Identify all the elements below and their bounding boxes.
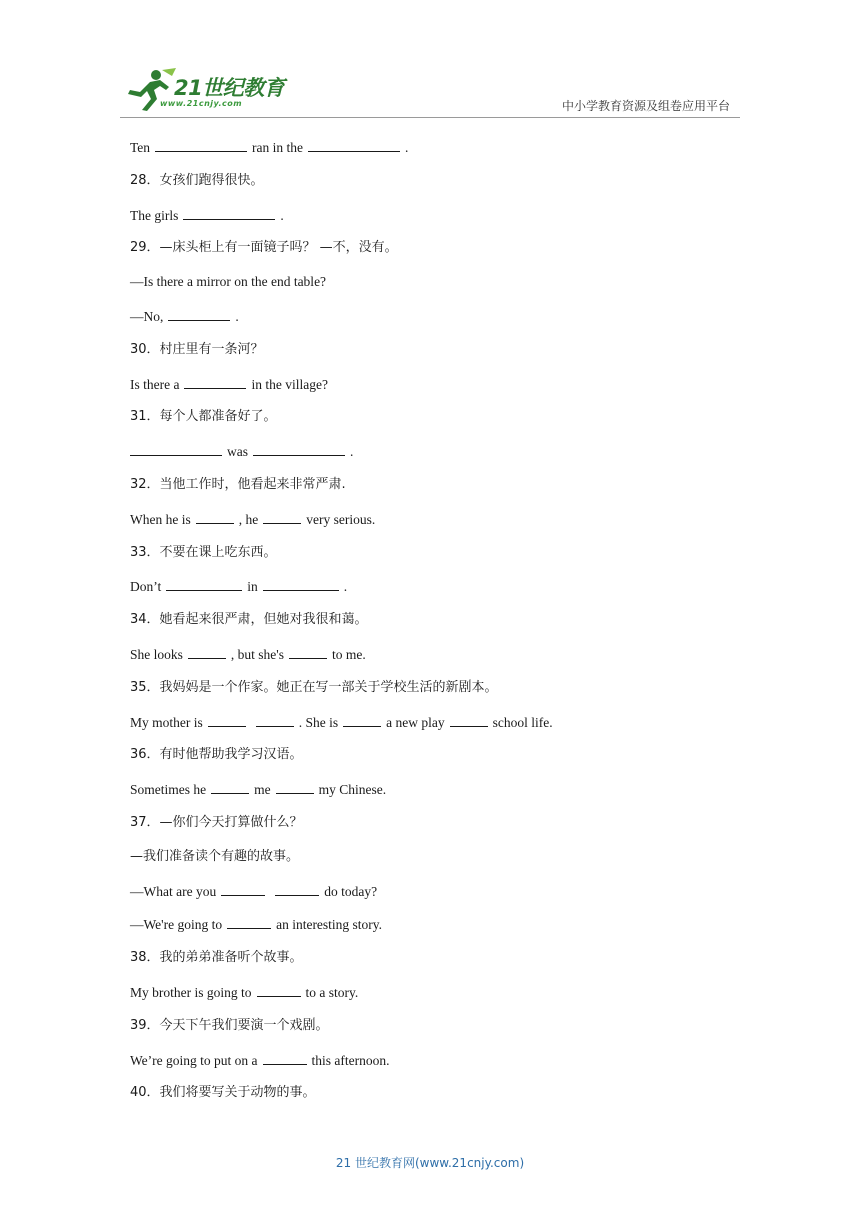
question-38: 38．我的弟弟准备听个故事。 [130, 950, 303, 966]
answer-line-28: The girls . [130, 204, 740, 238]
header-divider [120, 117, 740, 118]
question-37-reply: —我们准备读个有趣的故事。 [130, 848, 300, 864]
question-32: 32．当他工作时，他看起来非常严肃. [130, 476, 346, 492]
answer-line-38: My brother is going to to a story. [130, 981, 740, 1015]
answer-blank[interactable] [253, 440, 345, 456]
answer-blank[interactable] [289, 643, 327, 659]
answer-blank[interactable] [450, 711, 488, 727]
answer-blank[interactable] [263, 508, 301, 524]
answer-blank[interactable] [275, 880, 319, 896]
question-37: 37．—你们今天打算做什么？ [130, 814, 303, 830]
platform-tagline: 中小学教育资源及组卷应用平台 [561, 99, 730, 113]
logo-text: 21世纪教育 [174, 76, 285, 100]
answer-line-37b: —We're going to an interesting story. [130, 913, 740, 947]
answer-blank[interactable] [184, 373, 246, 389]
question-28: 28．女孩们跑得很快。 [130, 172, 264, 188]
answer-blank[interactable] [263, 575, 339, 591]
answer-line-34: She looks , but she's to me. [130, 643, 740, 677]
answer-line-37a: —What are you do today? [130, 880, 740, 914]
answer-blank[interactable] [166, 575, 242, 591]
answer-line-32: When he is , he very serious. [130, 508, 740, 542]
answer-line-33: Don’t in . [130, 575, 740, 609]
question-31: 31．每个人都准备好了。 [130, 409, 277, 425]
answer-blank[interactable] [196, 508, 234, 524]
answer-line-31: was . [130, 440, 740, 474]
question-34: 34．她看起来很严肃，但她对我很和蔼。 [130, 612, 368, 628]
answer-blank[interactable] [221, 880, 265, 896]
answer-blank[interactable] [183, 204, 275, 220]
question-35: 35．我妈妈是一个作家。她正在写一部关于学校生活的新剧本。 [130, 679, 498, 695]
question-40: 40．我们将要写关于动物的事。 [130, 1085, 316, 1101]
answer-blank[interactable] [227, 913, 271, 929]
answer-blank[interactable] [155, 136, 247, 152]
logo-url: www.21cnjy.com [160, 99, 243, 108]
answer-blank[interactable] [256, 711, 294, 727]
exercise-content [130, 136, 740, 1116]
answer-blank[interactable] [257, 981, 301, 997]
question-39: 39．今天下午我们要演一个戏剧。 [130, 1017, 329, 1033]
answer-line-30: Is there a in the village? [130, 373, 740, 407]
question-33: 33．不要在课上吃东西。 [130, 544, 277, 560]
question-36: 36．有时他帮助我学习汉语。 [130, 747, 303, 763]
question-29: 29．—床头柜上有一面镜子吗？ —不，没有。 [130, 240, 398, 256]
logo [120, 66, 295, 114]
answer-blank[interactable] [308, 136, 400, 152]
answer-blank[interactable] [168, 305, 230, 321]
answer-blank[interactable] [211, 778, 249, 794]
answer-blank[interactable] [276, 778, 314, 794]
answer-blank[interactable] [263, 1049, 307, 1065]
sentence-line: Ten ran in the . [130, 136, 740, 170]
answer-line-36: Sometimes he me my Chinese. [130, 778, 740, 812]
answer-line-35: My mother is . She is a new play school life. [130, 711, 740, 745]
answer-blank[interactable] [188, 643, 226, 659]
page-header [120, 66, 740, 118]
dialog-line-29a: —Is there a mirror on the end table? [130, 274, 327, 290]
answer-line-39: We’re going to put on a this afternoon. [130, 1049, 740, 1083]
page-footer: 21 世纪教育网(www.21cnjy.com) [335, 1156, 525, 1170]
answer-line-29: —No, . [130, 305, 740, 339]
question-30: 30．村庄里有一条河？ [130, 341, 264, 357]
answer-blank[interactable] [130, 440, 222, 456]
answer-blank[interactable] [343, 711, 381, 727]
answer-blank[interactable] [208, 711, 246, 727]
